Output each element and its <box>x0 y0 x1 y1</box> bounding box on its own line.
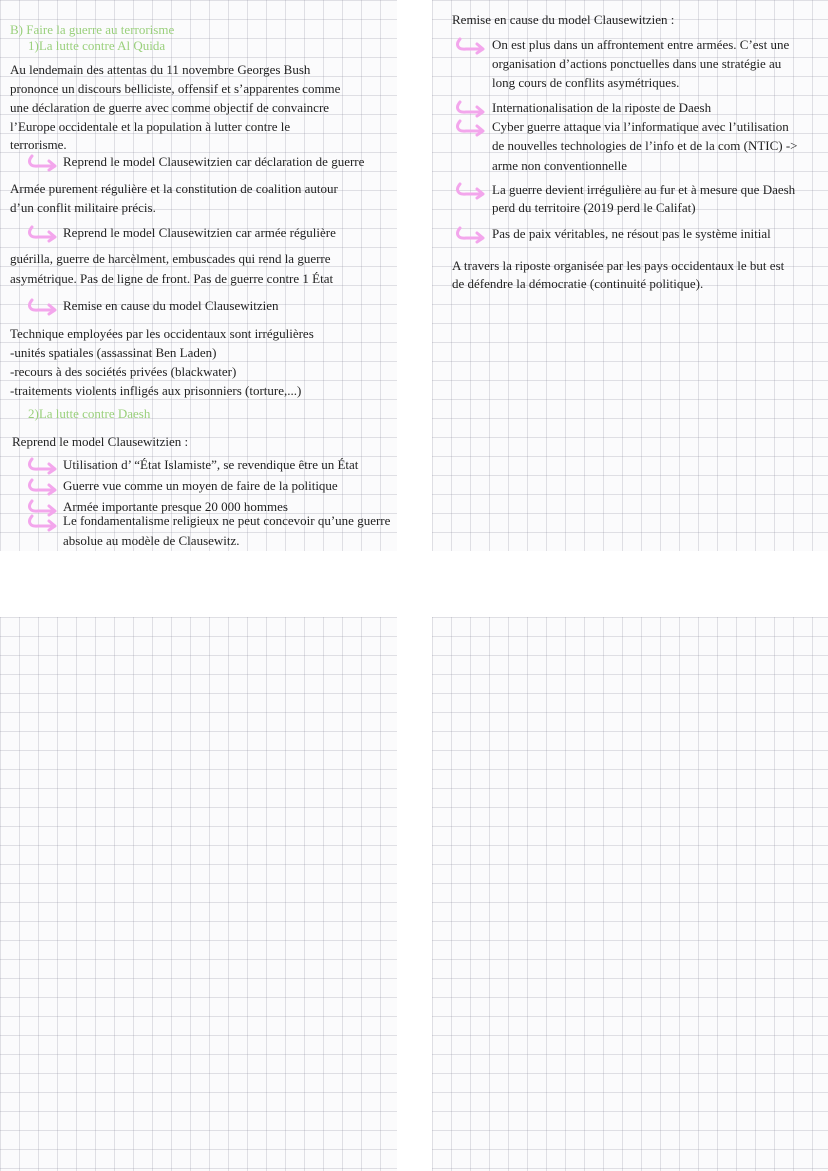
bullet-text: Le fondamentalisme religieux ne peut concevoir qu’une guerre <box>63 513 391 528</box>
text-line: de défendre la démocratie (continuité politique). <box>452 276 704 291</box>
bullet-text: La guerre devient irrégulière au fur et à mesure que Daesh <box>492 182 796 197</box>
bullet-text: arme non conventionnelle <box>492 158 628 173</box>
notebook-page-4-blank <box>432 617 828 1171</box>
bullet-text: absolue au modèle de Clausewitz. <box>63 533 240 548</box>
notebook-page-1 <box>0 0 397 551</box>
text-line: prononce un discours belliciste, offensif et s’apparentes comme <box>10 81 341 96</box>
text-line: Remise en cause du model Clausewitzien : <box>452 12 675 27</box>
text-line: -unités spatiales (assassinat Ben Laden) <box>10 345 217 360</box>
text-line: Armée purement régulière et la constitution de coalition autour <box>10 181 338 196</box>
subheading-al-quida: 1)La lutte contre Al Quida <box>28 38 166 53</box>
text-line: Reprend le model Clausewitzien : <box>12 434 189 449</box>
text-line: Au lendemain des attentas du 11 novembre Georges Bush <box>10 62 311 77</box>
subheading-daesh: 2)La lutte contre Daesh <box>28 406 151 421</box>
arrow-icon <box>26 225 60 243</box>
bullet-text: long cours de conflits asymétriques. <box>492 75 680 90</box>
notebook-page-3-blank <box>0 617 397 1171</box>
arrow-icon <box>454 100 488 118</box>
arrow-text: Reprend le model Clausewitzien car déclaration de guerre <box>63 154 365 169</box>
bullet-text: Armée importante presque 20 000 hommes <box>63 499 288 514</box>
text-line: -recours à des sociétés privées (blackwater) <box>10 364 237 379</box>
bullet-text: perd du territoire (2019 perd le Califat) <box>492 200 696 215</box>
bullet-text: Pas de paix véritables, ne résout pas le système initial <box>492 226 771 241</box>
bullet-text: Utilisation d’ “État Islamiste”, se revendique être un État <box>63 457 359 472</box>
arrow-icon <box>26 457 60 475</box>
arrow-icon <box>26 298 60 316</box>
bullet-text: Guerre vue comme un moyen de faire de la politique <box>63 478 338 493</box>
arrow-icon <box>454 182 488 200</box>
text-line: une déclaration de guerre avec comme objectif de convaincre <box>10 100 330 115</box>
bullet-text: On est plus dans un affrontement entre armées. C’est une <box>492 37 790 52</box>
text-line: A travers la riposte organisée par les pays occidentaux le but est <box>452 258 785 273</box>
arrow-icon <box>26 478 60 496</box>
arrow-text: Reprend le model Clausewitzien car armée régulière <box>63 225 336 240</box>
notebook-page-2 <box>432 0 828 551</box>
section-heading: B) Faire la guerre au terrorisme <box>10 22 175 37</box>
bullet-text: Cyber guerre attaque via l’informatique avec l’utilisation <box>492 119 789 134</box>
arrow-icon <box>26 154 60 172</box>
arrow-icon <box>454 119 488 137</box>
bullet-text: Internationalisation de la riposte de Daesh <box>492 100 712 115</box>
arrow-icon <box>454 37 488 55</box>
text-line: guérilla, guerre de harcèlment, embuscades qui rend la guerre <box>10 251 331 266</box>
text-line: asymétrique. Pas de ligne de front. Pas de guerre contre 1 État <box>10 271 334 286</box>
text-line: Technique employées par les occidentaux sont irrégulières <box>10 326 314 341</box>
text-line: l’Europe occidentale et la population à lutter contre le <box>10 119 291 134</box>
text-line: d’un conflit militaire précis. <box>10 200 156 215</box>
arrow-icon <box>26 514 60 532</box>
bullet-text: de nouvelles technologies de l’info et de la com (NTIC) -> <box>492 138 798 153</box>
arrow-text: Remise en cause du model Clausewitzien <box>63 298 279 313</box>
text-line: -traitements violents infligés aux prisonniers (torture,...) <box>10 383 302 398</box>
text-line: terrorisme. <box>10 137 67 152</box>
arrow-icon <box>454 226 488 244</box>
bullet-text: organisation d’actions ponctuelles dans une stratégie au <box>492 56 782 71</box>
